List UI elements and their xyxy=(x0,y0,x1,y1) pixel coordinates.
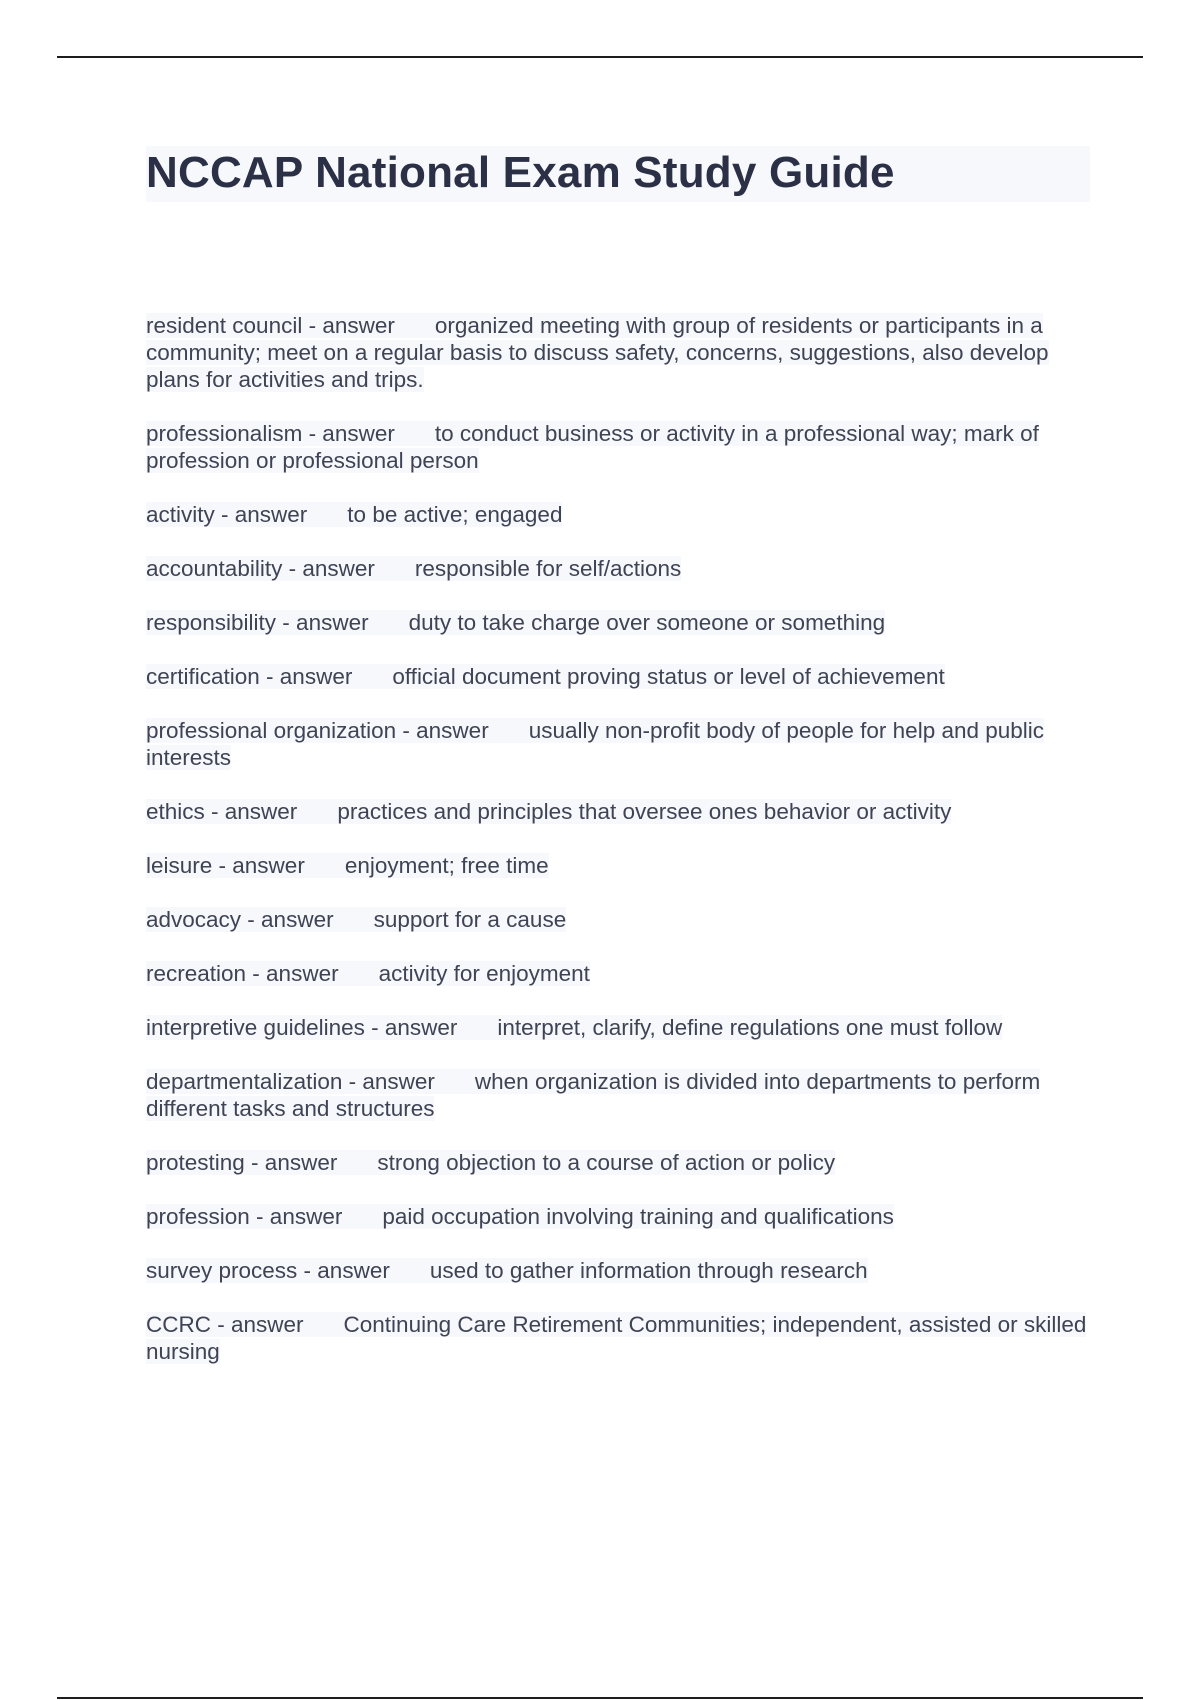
term-name: accountability - answer xyxy=(146,556,375,581)
term-entry xyxy=(146,1014,1090,1041)
term-entry xyxy=(146,798,1090,825)
term-definition: to conduct business or activity in a professional way; mark of profession or professional person xyxy=(146,421,1039,473)
term-name: professionalism - answer xyxy=(146,421,395,446)
term-definition: Continuing Care Retirement Communities; independent, assisted or skilled nursing xyxy=(146,1312,1087,1364)
term-name: interpretive guidelines - answer xyxy=(146,1015,458,1040)
term-entry xyxy=(146,852,1090,879)
term-name: activity - answer xyxy=(146,502,308,527)
term-name: recreation - answer xyxy=(146,961,339,986)
term-entry xyxy=(146,906,1090,933)
term-name: resident council - answer xyxy=(146,313,395,338)
term-entry xyxy=(146,501,1090,528)
term-entry xyxy=(146,420,1090,474)
term-name: advocacy - answer xyxy=(146,907,334,932)
term-definition: used to gather information through research xyxy=(429,1258,868,1283)
term-definition: duty to take charge over someone or something xyxy=(408,610,886,635)
term-entry xyxy=(146,1068,1090,1122)
term-name: profession - answer xyxy=(146,1204,343,1229)
term-name: responsibility - answer xyxy=(146,610,369,635)
page-title: NCCAP National Exam Study Guide xyxy=(146,146,1090,202)
document-body xyxy=(146,146,1090,1364)
term-definition: activity for enjoyment xyxy=(378,961,590,986)
term-definition: interpret, clarify, define regulations one must follow xyxy=(497,1015,1003,1040)
term-definition: organized meeting with group of residents or participants in a community; meet on a regular basis to discuss safety, concerns, suggestions, also develop plans for activities and trips. xyxy=(146,313,1049,392)
term-entry xyxy=(146,609,1090,636)
term-definition: practices and principles that oversee ones behavior or activity xyxy=(337,799,952,824)
term-entry xyxy=(146,1257,1090,1284)
term-entry xyxy=(146,312,1090,393)
term-name: certification - answer xyxy=(146,664,353,689)
term-entry xyxy=(146,1311,1090,1365)
term-definition: when organization is divided into departments to perform different tasks and structures xyxy=(146,1069,1041,1121)
term-definition: strong objection to a course of action or policy xyxy=(377,1150,836,1175)
term-entry xyxy=(146,663,1090,690)
term-definition: support for a cause xyxy=(373,907,567,932)
term-entry xyxy=(146,1149,1090,1176)
term-definition: responsible for self/actions xyxy=(414,556,682,581)
term-definition: to be active; engaged xyxy=(347,502,563,527)
bottom-rule xyxy=(57,1697,1143,1699)
term-name: professional organization - answer xyxy=(146,718,489,743)
term-entry xyxy=(146,1203,1090,1230)
term-entry xyxy=(146,555,1090,582)
term-definition: enjoyment; free time xyxy=(344,853,549,878)
term-name: CCRC - answer xyxy=(146,1312,304,1337)
term-name: ethics - answer xyxy=(146,799,298,824)
term-name: leisure - answer xyxy=(146,853,305,878)
term-definition: usually non-profit body of people for help and public interests xyxy=(146,718,1045,770)
term-name: survey process - answer xyxy=(146,1258,390,1283)
term-entry xyxy=(146,717,1090,771)
term-name: protesting - answer xyxy=(146,1150,338,1175)
term-entry xyxy=(146,960,1090,987)
term-list xyxy=(146,312,1090,1392)
term-name: departmentalization - answer xyxy=(146,1069,435,1094)
term-definition: paid occupation involving training and qualifications xyxy=(382,1204,894,1229)
top-rule xyxy=(57,56,1143,58)
term-definition: official document proving status or level of achievement xyxy=(392,664,945,689)
